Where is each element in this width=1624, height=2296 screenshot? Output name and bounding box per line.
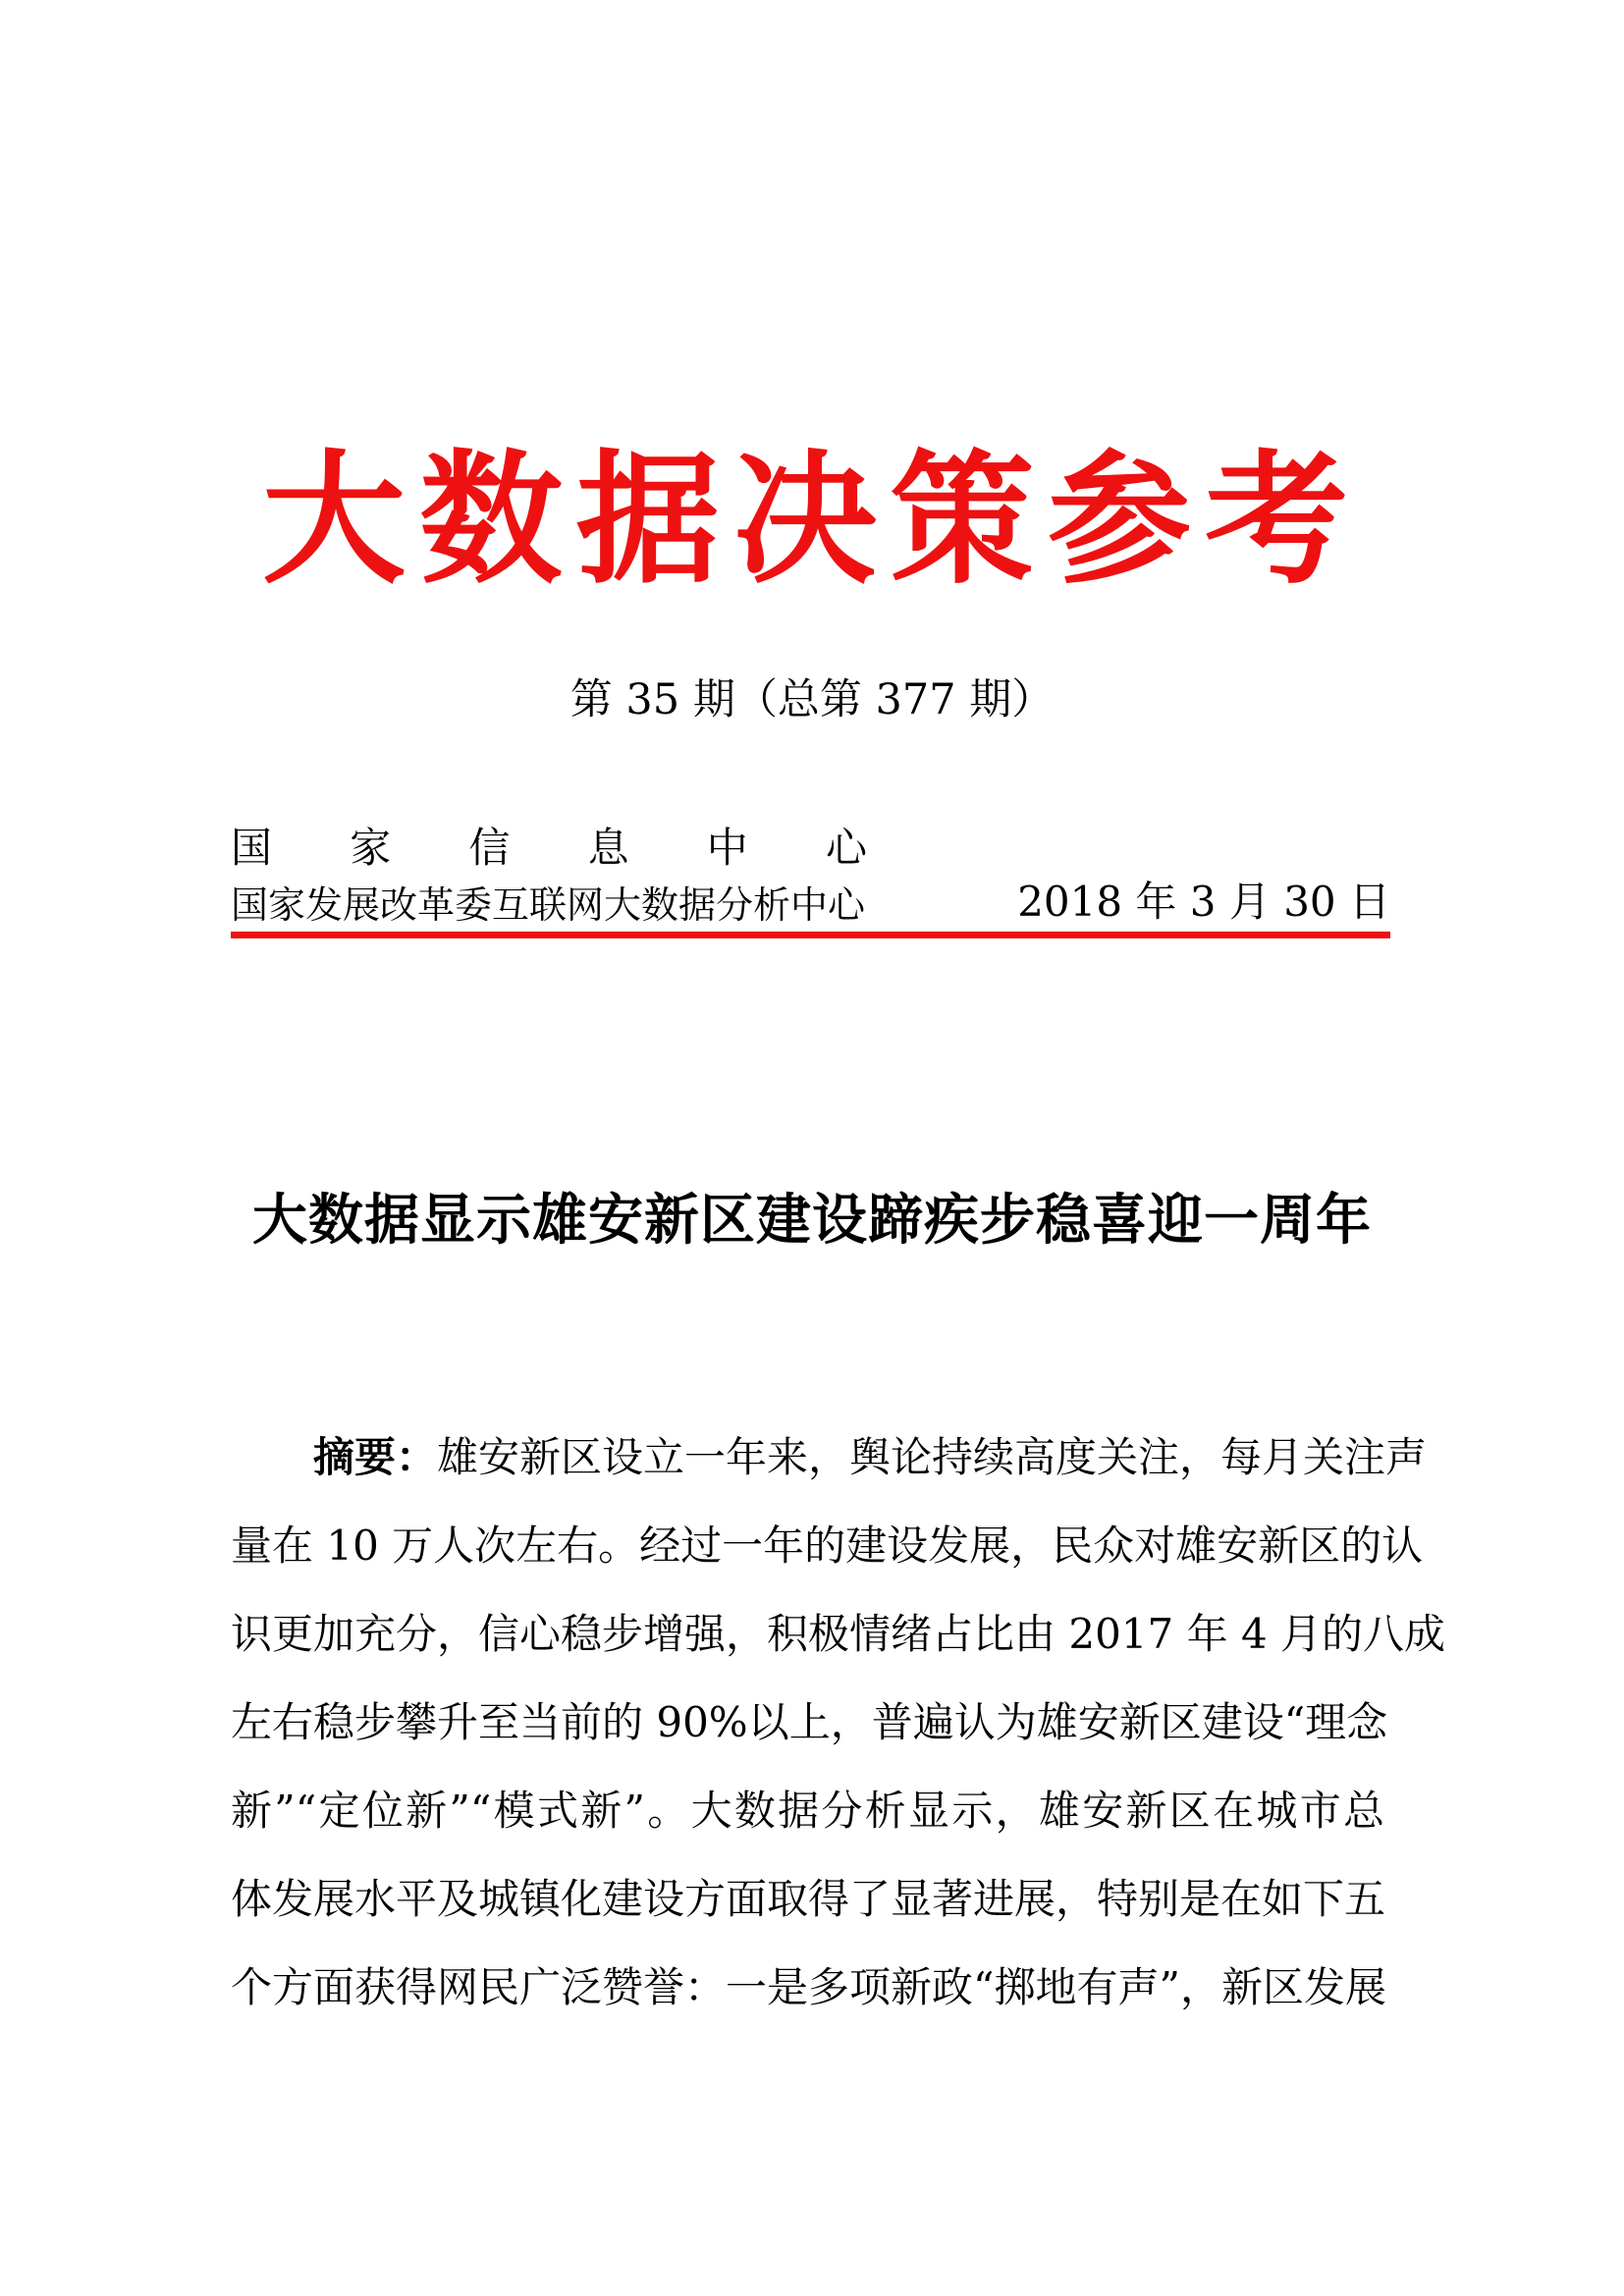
- article-headline: 大数据显示雄安新区建设蹄疾步稳喜迎一周年: [252, 1187, 1372, 1253]
- abstract-label: 摘要：: [313, 1433, 438, 1482]
- publisher-line-1: 国 家 信 息 中 心: [231, 823, 867, 872]
- issue-date: 2018 年 3 月 30 日: [1017, 877, 1390, 926]
- abstract-line-text: 雄安新区设立一年来，舆论持续高度关注，每月关注声: [437, 1433, 1428, 1482]
- abstract-line: [231, 1414, 1428, 1502]
- publisher-line-2: 国家发展改革委互联网大数据分析中心: [231, 883, 866, 928]
- abstract-line: 个方面获得网民广泛赞誉：一是多项新政“掷地有声”，新区发展: [231, 1963, 1386, 2012]
- abstract-line: 体发展水平及城镇化建设方面取得了显著进展，特别是在如下五: [231, 1875, 1386, 1924]
- abstract-paragraph: [231, 1414, 1446, 2032]
- publisher-row: [231, 824, 1390, 927]
- masthead-title: 大数据决策参考: [262, 436, 1362, 604]
- abstract-line: 量在 10 万人次左右。经过一年的建设发展，民众对雄安新区的认: [231, 1522, 1424, 1571]
- abstract-line: 识更加充分，信心稳步增强，积极情绪占比由 2017 年 4 月的八成: [231, 1610, 1446, 1659]
- publisher-block: [231, 824, 867, 927]
- abstract-line: 左右稳步攀升至当前的 90%以上，普遍认为雄安新区建设“理念: [231, 1698, 1388, 1747]
- red-divider-rule: [231, 932, 1390, 938]
- issue-number-line: 第 35 期（总第 377 期）: [569, 674, 1055, 724]
- abstract-line: 新”“定位新”“模式新”。大数据分析显示，雄安新区在城市总: [231, 1787, 1384, 1836]
